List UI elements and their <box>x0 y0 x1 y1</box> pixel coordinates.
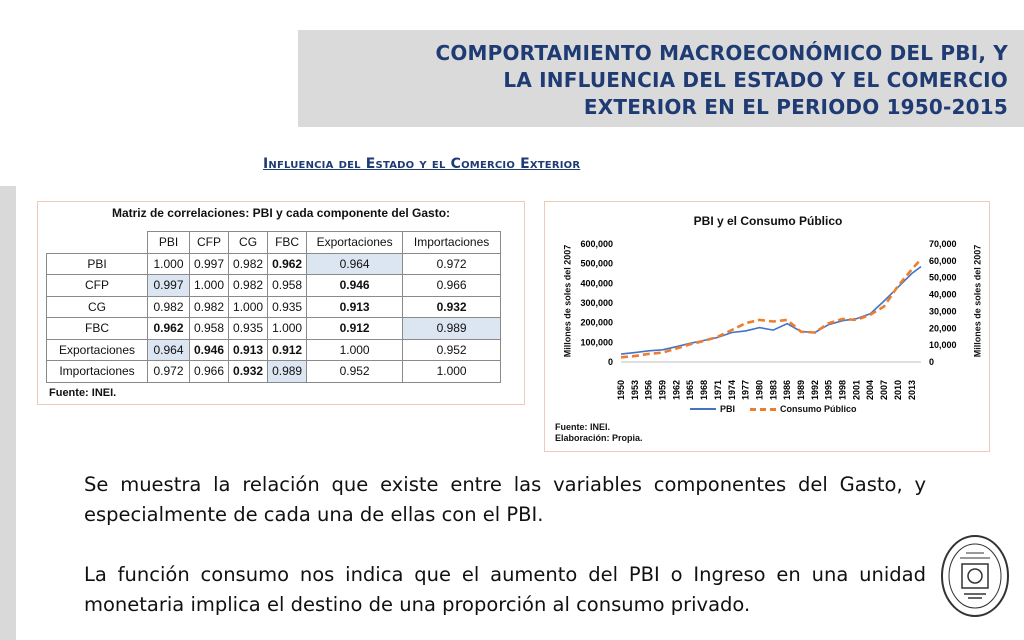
table-cell: 0.966 <box>190 361 229 383</box>
table-row <box>47 275 501 297</box>
table-cell: 0.962 <box>268 253 307 275</box>
table-cell: 0.989 <box>268 361 307 383</box>
y-tick-label-right: 60,000 <box>929 255 957 266</box>
y-tick-label-right: 50,000 <box>929 272 957 283</box>
legend-swatch-pbi <box>690 408 716 410</box>
correlation-table-panel <box>37 201 525 405</box>
row-header: CG <box>47 296 148 318</box>
x-tick-label: 1965 <box>685 379 696 401</box>
table-cell: 0.932 <box>229 361 268 383</box>
x-tick-label: 1983 <box>768 379 779 401</box>
column-header: FBC <box>268 232 307 254</box>
x-tick-label: 1995 <box>823 379 834 401</box>
title-line-1: COMPORTAMIENTO MACROECONÓMICO DEL PBI, Y <box>435 41 1008 65</box>
y-axis-label-right: Millones de soles del 2007 <box>972 244 983 358</box>
column-header: PBI <box>148 232 190 254</box>
row-header: Importaciones <box>47 361 148 383</box>
table-cell: 0.935 <box>268 296 307 318</box>
series-line-pbi <box>621 267 921 355</box>
x-tick-label: 1968 <box>699 379 710 401</box>
table-cell: 0.952 <box>307 361 403 383</box>
x-tick-label: 1974 <box>726 379 737 401</box>
x-tick-label: 1977 <box>740 379 751 401</box>
y-tick-label-right: 0 <box>929 357 935 367</box>
title-band <box>298 30 1024 127</box>
legend-label-consumo-publico: Consumo Público <box>780 404 857 414</box>
table-cell: 0.958 <box>190 318 229 340</box>
x-tick-label: 1998 <box>837 379 848 401</box>
table-cell: 0.972 <box>148 361 190 383</box>
y-tick-label-right: 70,000 <box>929 239 957 249</box>
table-cell: 0.989 <box>403 318 501 340</box>
x-tick-label: 1986 <box>782 379 793 401</box>
y-tick-label-right: 40,000 <box>929 289 957 300</box>
table-cell: 0.964 <box>148 339 190 361</box>
x-tick-label: 2004 <box>865 379 876 401</box>
correlation-table <box>46 231 501 383</box>
column-header: CG <box>229 232 268 254</box>
table-row <box>47 296 501 318</box>
table-cell: 1.000 <box>403 361 501 383</box>
table-cell: 0.964 <box>307 253 403 275</box>
chart-title: PBI y el Consumo Público <box>693 214 843 228</box>
chart-source-line: Elaboración: Propia. <box>555 433 643 443</box>
x-tick-label: 2007 <box>879 379 890 401</box>
y-tick-label-right: 30,000 <box>929 306 957 317</box>
x-tick-label: 2001 <box>851 379 862 401</box>
y-tick-label-left: 0 <box>607 357 613 367</box>
x-tick-label: 2013 <box>906 379 917 401</box>
table-cell: 0.982 <box>229 275 268 297</box>
y-tick-label-left: 600,000 <box>580 239 613 249</box>
table-row <box>47 253 501 275</box>
table-cell: 0.966 <box>403 275 501 297</box>
table-cell: 0.952 <box>403 339 501 361</box>
y-tick-label-left: 300,000 <box>580 298 613 308</box>
body-text <box>84 470 926 620</box>
table-cell: 0.982 <box>148 296 190 318</box>
table-cell: 0.982 <box>190 296 229 318</box>
y-axis-label-left: Millones de soles del 2007 <box>562 244 573 358</box>
table-cell: 0.946 <box>307 275 403 297</box>
column-header: Importaciones <box>403 232 501 254</box>
table-row <box>47 318 501 340</box>
chart-source-line: Fuente: INEI. <box>555 422 611 432</box>
y-tick-label-right: 20,000 <box>929 323 957 334</box>
line-chart <box>545 202 991 453</box>
table-cell: 0.912 <box>268 339 307 361</box>
row-header: PBI <box>47 253 148 275</box>
legend-label-pbi: PBI <box>720 404 736 414</box>
chart-panel <box>544 201 990 452</box>
page-title <box>435 40 1008 121</box>
table-cell: 1.000 <box>190 275 229 297</box>
table-cell: 0.997 <box>190 253 229 275</box>
table-row <box>47 339 501 361</box>
row-header: FBC <box>47 318 148 340</box>
table-cell: 0.958 <box>268 275 307 297</box>
column-header: CFP <box>190 232 229 254</box>
table-caption: Matriz de correlaciones: PBI y cada componente del Gasto: <box>111 206 451 220</box>
table-cell: 0.913 <box>229 339 268 361</box>
legend-swatch-consumo-publico <box>750 408 776 411</box>
table-cell: 1.000 <box>307 339 403 361</box>
table-cell: 0.962 <box>148 318 190 340</box>
x-tick-label: 1956 <box>643 379 654 401</box>
x-tick-label: 1980 <box>754 379 765 401</box>
x-tick-label: 1989 <box>796 379 806 401</box>
title-line-2: LA INFLUENCIA DEL ESTADO Y EL COMERCIO <box>503 68 1008 92</box>
y-tick-label-left: 500,000 <box>580 258 613 269</box>
x-tick-label: 1971 <box>712 379 723 401</box>
table-cell: 1.000 <box>268 318 307 340</box>
x-tick-label: 2010 <box>892 379 903 401</box>
table-row <box>47 361 501 383</box>
chart-source <box>555 422 643 444</box>
university-seal-logo <box>940 534 1010 618</box>
table-cell: 0.997 <box>148 275 190 297</box>
table-cell: 0.982 <box>229 253 268 275</box>
table-cell: 0.972 <box>403 253 501 275</box>
y-tick-label-left: 200,000 <box>580 317 613 328</box>
table-cell: 1.000 <box>148 253 190 275</box>
column-header: Exportaciones <box>307 232 403 254</box>
x-tick-label: 1992 <box>809 379 820 401</box>
y-tick-label-right: 10,000 <box>929 340 957 351</box>
table-cell: 0.913 <box>307 296 403 318</box>
y-tick-label-left: 100,000 <box>580 337 613 348</box>
y-tick-label-left: 400,000 <box>580 278 613 289</box>
legend-item-consumo-publico <box>750 404 857 414</box>
paragraph-1: Se muestra la relación que existe entre las variables componentes del Gasto, y especialmente de cada una de ellas con el PBI. <box>84 473 926 526</box>
paragraph-2: La función consumo nos indica que el aumento del PBI o Ingreso en una unidad monetaria implica el destino de una proporción al consumo privado. <box>84 563 926 616</box>
section-subtitle: Influencia del Estado y el Comercio Exterior <box>263 156 581 172</box>
title-line-3: EXTERIOR EN EL PERIODO 1950-2015 <box>583 95 1008 119</box>
table-cell: 0.946 <box>190 339 229 361</box>
table-cell: 0.912 <box>307 318 403 340</box>
table-cell: 1.000 <box>229 296 268 318</box>
row-header: Exportaciones <box>47 339 148 361</box>
table-header-row <box>47 232 501 254</box>
table-cell: 0.935 <box>229 318 268 340</box>
x-tick-label: 1959 <box>657 379 668 401</box>
table-corner <box>47 232 148 254</box>
x-tick-label: 1962 <box>671 379 682 401</box>
table-source: Fuente: INEI. <box>49 387 117 399</box>
left-accent-bar <box>0 186 16 640</box>
legend-item-pbi <box>690 404 735 414</box>
x-tick-label: 1950 <box>616 379 626 401</box>
table-cell: 0.932 <box>403 296 501 318</box>
row-header: CFP <box>47 275 148 297</box>
x-tick-label: 1953 <box>629 379 640 401</box>
